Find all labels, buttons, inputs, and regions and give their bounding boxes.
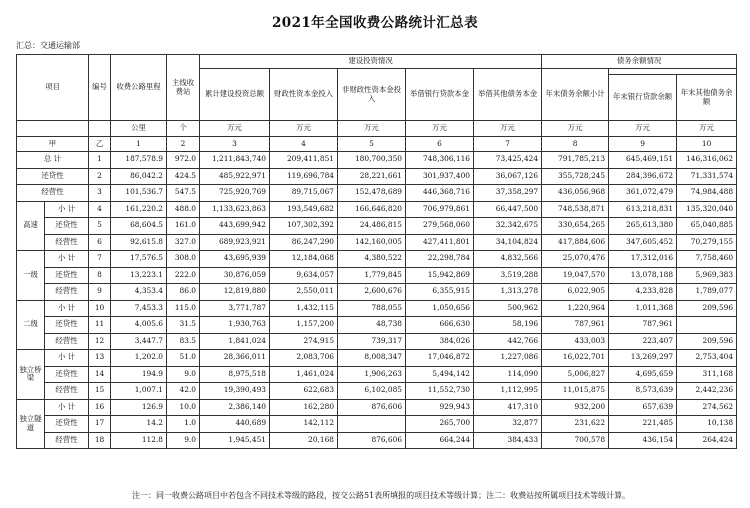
- value-cell: 13,078,188: [609, 267, 677, 284]
- value-cell: 4,832,566: [474, 251, 542, 268]
- value-cell: 13,269,297: [609, 350, 677, 367]
- value-cell: 308.0: [167, 251, 200, 268]
- value-cell: 28,221,661: [338, 168, 406, 185]
- numbering-cell: 甲: [17, 137, 89, 152]
- unit-cell: 万元: [677, 121, 737, 137]
- value-cell: 1,779,845: [338, 267, 406, 284]
- value-cell: 1,202.0: [111, 350, 167, 367]
- table-row: [17, 366, 737, 383]
- value-cell: 17,576.5: [111, 251, 167, 268]
- value-cell: 330,654,265: [542, 218, 609, 235]
- value-cell: 161.0: [167, 218, 200, 235]
- value-cell: 37,358,297: [474, 185, 542, 202]
- header-debt-group: 债务余额情况: [542, 55, 737, 69]
- value-cell: 488.0: [167, 201, 200, 218]
- numbering-cell: 7: [474, 137, 542, 152]
- value-cell: 223,407: [609, 333, 677, 350]
- value-cell: 5,494,142: [406, 366, 474, 383]
- numbering-cell: 2: [167, 137, 200, 152]
- header-bank: 举借银行贷款本金: [406, 69, 474, 121]
- row-code: 17: [89, 416, 111, 433]
- value-cell: 7,453.3: [111, 300, 167, 317]
- value-cell: 161,220.2: [111, 201, 167, 218]
- value-cell: 119,696,784: [270, 168, 338, 185]
- row-label: 经营性: [45, 432, 89, 449]
- value-cell: 361,072,479: [609, 185, 677, 202]
- row-code: 13: [89, 350, 111, 367]
- value-cell: 25,070,476: [542, 251, 609, 268]
- value-cell: 135,320,040: [677, 201, 737, 218]
- value-cell: 86.0: [167, 284, 200, 301]
- group-label-highway: 高速: [17, 201, 45, 251]
- value-cell: 48,738: [338, 317, 406, 334]
- table-row: [17, 251, 737, 268]
- header-debt-other: 年末其他债务余额: [677, 75, 737, 121]
- unit-cell: 公里: [111, 121, 167, 137]
- numbering-cell: 4: [270, 137, 338, 152]
- unit-cell: 万元: [338, 121, 406, 137]
- table-row: [17, 201, 737, 218]
- header-fiscal: 财政性资本金投入: [270, 69, 338, 121]
- header-nonfiscal: 非财政性资本金投入: [338, 69, 406, 121]
- row-label: 还贷性: [45, 317, 89, 334]
- row-label: 经营性: [45, 383, 89, 400]
- value-cell: 17,046,872: [406, 350, 474, 367]
- table-row: [17, 350, 737, 367]
- value-cell: 11,552,730: [406, 383, 474, 400]
- value-cell: 17,312,016: [609, 251, 677, 268]
- group-label-tunnel: 独立隧道: [17, 399, 45, 449]
- value-cell: 6,102,085: [338, 383, 406, 400]
- value-cell: 193,549,682: [270, 201, 338, 218]
- row-label: 小 计: [45, 399, 89, 416]
- value-cell: 443,699,942: [200, 218, 270, 235]
- value-cell: 311,168: [677, 366, 737, 383]
- table-row: [17, 432, 737, 449]
- value-cell: 8,975,518: [200, 366, 270, 383]
- value-cell: 876,606: [338, 432, 406, 449]
- row-label: 总 计: [17, 152, 89, 169]
- value-cell: 876,606: [338, 399, 406, 416]
- value-cell: 500,962: [474, 300, 542, 317]
- value-cell: 265,700: [406, 416, 474, 433]
- value-cell: 7,758,460: [677, 251, 737, 268]
- value-cell: 706,979,861: [406, 201, 474, 218]
- row-code: 6: [89, 234, 111, 251]
- value-cell: 92,615.8: [111, 234, 167, 251]
- header-other: 举借其他债务本金: [474, 69, 542, 121]
- value-cell: 725,920,769: [200, 185, 270, 202]
- value-cell: 86,247,290: [270, 234, 338, 251]
- header-mileage: 收费公路里程: [111, 55, 167, 121]
- value-cell: 791,785,213: [542, 152, 609, 169]
- value-cell: 65,040,885: [677, 218, 737, 235]
- value-cell: 427,411,801: [406, 234, 474, 251]
- value-cell: 24,486,815: [338, 218, 406, 235]
- table-row: [17, 168, 737, 185]
- numbering-cell: 1: [111, 137, 167, 152]
- unit-code-blank: [89, 121, 111, 137]
- value-cell: 689,923,921: [200, 234, 270, 251]
- value-cell: 86,042.2: [111, 168, 167, 185]
- value-cell: 1,461,024: [270, 366, 338, 383]
- value-cell: 30,876,059: [200, 267, 270, 284]
- value-cell: 209,596: [677, 333, 737, 350]
- value-cell: 11,015,875: [542, 383, 609, 400]
- value-cell: 1,906,263: [338, 366, 406, 383]
- value-cell: 1,432,115: [270, 300, 338, 317]
- value-cell: 4,005.6: [111, 317, 167, 334]
- value-cell: 664,244: [406, 432, 474, 449]
- value-cell: 222.0: [167, 267, 200, 284]
- value-cell: 22,298,784: [406, 251, 474, 268]
- row-code: 7: [89, 251, 111, 268]
- unit-cell: 万元: [542, 121, 609, 137]
- value-cell: 12,184,068: [270, 251, 338, 268]
- table-row: [17, 317, 737, 334]
- value-cell: 4,353.4: [111, 284, 167, 301]
- value-cell: 279,568,060: [406, 218, 474, 235]
- value-cell: 209,411,851: [270, 152, 338, 169]
- value-cell: 1,945,451: [200, 432, 270, 449]
- value-cell: 166,646,820: [338, 201, 406, 218]
- value-cell: 1,157,200: [270, 317, 338, 334]
- value-cell: 788,055: [338, 300, 406, 317]
- header-debt-bank: 年末银行贷款余额: [609, 75, 677, 121]
- value-cell: 424.5: [167, 168, 200, 185]
- value-cell: 787,961: [609, 317, 677, 334]
- value-cell: 265,613,380: [609, 218, 677, 235]
- group-label-class2: 二级: [17, 300, 45, 350]
- value-cell: 1,220,964: [542, 300, 609, 317]
- table-row: [17, 383, 737, 400]
- row-code: 5: [89, 218, 111, 235]
- row-label: 小 计: [45, 201, 89, 218]
- numbering-cell: 8: [542, 137, 609, 152]
- value-cell: 417,884,606: [542, 234, 609, 251]
- row-label: 小 计: [45, 350, 89, 367]
- value-cell: 152,478,689: [338, 185, 406, 202]
- value-cell: 417,310: [474, 399, 542, 416]
- row-label: 还贷性: [45, 366, 89, 383]
- table-row: [17, 300, 737, 317]
- value-cell: 209,596: [677, 300, 737, 317]
- value-cell: 13,223.1: [111, 267, 167, 284]
- value-cell: 66,447,500: [474, 201, 542, 218]
- table-row: [17, 152, 737, 169]
- value-cell: 34,104,824: [474, 234, 542, 251]
- value-cell: 485,922,971: [200, 168, 270, 185]
- value-cell: 4,380,522: [338, 251, 406, 268]
- value-cell: 1,227,086: [474, 350, 542, 367]
- row-code: 11: [89, 317, 111, 334]
- group-label-bridge: 独立桥梁: [17, 350, 45, 400]
- value-cell: 114,090: [474, 366, 542, 383]
- value-cell: 2,442,236: [677, 383, 737, 400]
- value-cell: 187,578.9: [111, 152, 167, 169]
- header-debt-total: 年末债务余额小计: [542, 69, 609, 121]
- report-title: 2021年全国收费公路统计汇总表: [272, 15, 478, 31]
- table-row: [17, 333, 737, 350]
- value-cell: 2,753,404: [677, 350, 737, 367]
- numbering-cell: 3: [200, 137, 270, 152]
- value-cell: 8,573,639: [609, 383, 677, 400]
- value-cell: 1,211,843,740: [200, 152, 270, 169]
- value-cell: 3,519,288: [474, 267, 542, 284]
- value-cell: 645,469,151: [609, 152, 677, 169]
- value-cell: 15,942,869: [406, 267, 474, 284]
- value-cell: 442,766: [474, 333, 542, 350]
- value-cell: 1,789,077: [677, 284, 737, 301]
- value-cell: 972.0: [167, 152, 200, 169]
- value-cell: 384,433: [474, 432, 542, 449]
- row-code: 12: [89, 333, 111, 350]
- value-cell: 274,915: [270, 333, 338, 350]
- value-cell: 142,112: [270, 416, 338, 433]
- value-cell: 10,138: [677, 416, 737, 433]
- value-cell: 28,366,011: [200, 350, 270, 367]
- value-cell: 1,133,623,863: [200, 201, 270, 218]
- value-cell: 12,819,880: [200, 284, 270, 301]
- row-label: 还贷性: [45, 267, 89, 284]
- row-code: 2: [89, 168, 111, 185]
- value-cell: 14.2: [111, 416, 167, 433]
- unit-cell: 万元: [200, 121, 270, 137]
- value-cell: 932,200: [542, 399, 609, 416]
- value-cell: 384,026: [406, 333, 474, 350]
- row-code: 18: [89, 432, 111, 449]
- header-total-invest: 累计建设投资总额: [200, 69, 270, 121]
- row-code: 15: [89, 383, 111, 400]
- group-label-class1: 一级: [17, 251, 45, 301]
- value-cell: 9,634,057: [270, 267, 338, 284]
- row-code: 3: [89, 185, 111, 202]
- value-cell: 3,447.7: [111, 333, 167, 350]
- value-cell: 2,083,706: [270, 350, 338, 367]
- row-label: 经营性: [45, 333, 89, 350]
- unit-item-blank: [17, 121, 89, 137]
- org-label: 汇总：交通运输部: [16, 41, 80, 50]
- table-row: [17, 416, 737, 433]
- value-cell: 4,695,659: [609, 366, 677, 383]
- summary-table: [16, 54, 737, 449]
- row-label: 经营性: [45, 234, 89, 251]
- value-cell: [338, 416, 406, 433]
- header-item: 项目: [17, 55, 89, 121]
- value-cell: 58,196: [474, 317, 542, 334]
- value-cell: 83.5: [167, 333, 200, 350]
- value-cell: 194.9: [111, 366, 167, 383]
- value-cell: 10.0: [167, 399, 200, 416]
- value-cell: 1.0: [167, 416, 200, 433]
- value-cell: 112.8: [111, 432, 167, 449]
- value-cell: 74,984,488: [677, 185, 737, 202]
- value-cell: 73,425,424: [474, 152, 542, 169]
- value-cell: 6,355,915: [406, 284, 474, 301]
- row-label: 经营性: [45, 284, 89, 301]
- unit-cell: 万元: [270, 121, 338, 137]
- value-cell: 748,306,116: [406, 152, 474, 169]
- value-cell: 1,112,995: [474, 383, 542, 400]
- row-label: 小 计: [45, 300, 89, 317]
- unit-cell: 万元: [406, 121, 474, 137]
- value-cell: 1,011,368: [609, 300, 677, 317]
- value-cell: 613,218,831: [609, 201, 677, 218]
- header-stations: 主线收费站: [167, 55, 200, 121]
- row-code: 1: [89, 152, 111, 169]
- value-cell: 1,050,656: [406, 300, 474, 317]
- table-row: [17, 218, 737, 235]
- value-cell: 89,715,067: [270, 185, 338, 202]
- value-cell: 347,605,452: [609, 234, 677, 251]
- value-cell: 68,604.5: [111, 218, 167, 235]
- table-row: [17, 284, 737, 301]
- value-cell: 3,771,787: [200, 300, 270, 317]
- value-cell: 1,930,763: [200, 317, 270, 334]
- value-cell: 142,160,005: [338, 234, 406, 251]
- table-row: [17, 185, 737, 202]
- row-label: 小 计: [45, 251, 89, 268]
- unit-cell: 个: [167, 121, 200, 137]
- value-cell: 51.0: [167, 350, 200, 367]
- value-cell: 126.9: [111, 399, 167, 416]
- value-cell: 6,022,905: [542, 284, 609, 301]
- value-cell: 43,695,939: [200, 251, 270, 268]
- value-cell: 71,331,574: [677, 168, 737, 185]
- value-cell: 2,600,676: [338, 284, 406, 301]
- value-cell: 32,877: [474, 416, 542, 433]
- value-cell: 4,233,828: [609, 284, 677, 301]
- row-label: 经营性: [17, 185, 89, 202]
- row-code: 14: [89, 366, 111, 383]
- value-cell: 929,943: [406, 399, 474, 416]
- row-label: 还贷性: [45, 218, 89, 235]
- value-cell: 284,396,672: [609, 168, 677, 185]
- value-cell: 36,067,126: [474, 168, 542, 185]
- value-cell: 5,006,827: [542, 366, 609, 383]
- value-cell: 2,550,011: [270, 284, 338, 301]
- value-cell: 180,700,350: [338, 152, 406, 169]
- numbering-cell: 5: [338, 137, 406, 152]
- value-cell: 31.5: [167, 317, 200, 334]
- value-cell: 700,578: [542, 432, 609, 449]
- value-cell: 221,485: [609, 416, 677, 433]
- table-row: [17, 399, 737, 416]
- value-cell: 162,280: [270, 399, 338, 416]
- value-cell: 327.0: [167, 234, 200, 251]
- value-cell: 5,969,383: [677, 267, 737, 284]
- value-cell: 274,562: [677, 399, 737, 416]
- value-cell: 446,368,716: [406, 185, 474, 202]
- unit-cell: 万元: [474, 121, 542, 137]
- value-cell: 19,047,570: [542, 267, 609, 284]
- row-code: 9: [89, 284, 111, 301]
- value-cell: 70,279,155: [677, 234, 737, 251]
- header-code: 编号: [89, 55, 111, 121]
- value-cell: 101,536.7: [111, 185, 167, 202]
- value-cell: 547.5: [167, 185, 200, 202]
- value-cell: 1,313,278: [474, 284, 542, 301]
- value-cell: 16,022,701: [542, 350, 609, 367]
- value-cell: 264,424: [677, 432, 737, 449]
- value-cell: 32,342,675: [474, 218, 542, 235]
- table-row: [17, 234, 737, 251]
- value-cell: 622,683: [270, 383, 338, 400]
- value-cell: 355,728,245: [542, 168, 609, 185]
- value-cell: 20,168: [270, 432, 338, 449]
- value-cell: 9.0: [167, 432, 200, 449]
- value-cell: 9.0: [167, 366, 200, 383]
- row-label: 还贷性: [45, 416, 89, 433]
- row-code: 10: [89, 300, 111, 317]
- value-cell: 19,390,493: [200, 383, 270, 400]
- value-cell: 787,961: [542, 317, 609, 334]
- row-code: 4: [89, 201, 111, 218]
- numbering-cell: 9: [609, 137, 677, 152]
- value-cell: 107,302,392: [270, 218, 338, 235]
- value-cell: 657,639: [609, 399, 677, 416]
- header-invest-group: 建设投资情况: [200, 55, 542, 69]
- value-cell: 146,316,062: [677, 152, 737, 169]
- value-cell: 666,630: [406, 317, 474, 334]
- value-cell: 440,689: [200, 416, 270, 433]
- value-cell: 301,937,400: [406, 168, 474, 185]
- numbering-cell: 10: [677, 137, 737, 152]
- table-row: [17, 267, 737, 284]
- value-cell: 1,841,024: [200, 333, 270, 350]
- value-cell: 115.0: [167, 300, 200, 317]
- numbering-cell: 6: [406, 137, 474, 152]
- value-cell: 436,154: [609, 432, 677, 449]
- value-cell: 231,622: [542, 416, 609, 433]
- value-cell: 748,538,871: [542, 201, 609, 218]
- numbering-cell: 乙: [89, 137, 111, 152]
- value-cell: 2,386,140: [200, 399, 270, 416]
- unit-cell: 万元: [609, 121, 677, 137]
- row-code: 8: [89, 267, 111, 284]
- value-cell: 433,003: [542, 333, 609, 350]
- row-code: 16: [89, 399, 111, 416]
- value-cell: 1,007.1: [111, 383, 167, 400]
- value-cell: 739,317: [338, 333, 406, 350]
- value-cell: 8,008,347: [338, 350, 406, 367]
- row-label: 还贷性: [17, 168, 89, 185]
- value-cell: 42.0: [167, 383, 200, 400]
- value-cell: [677, 317, 737, 334]
- value-cell: 436,056,968: [542, 185, 609, 202]
- footnote: 注一：同一收费公路项目中若包含不同技术等级的路段，按交公路51表所填报的项目技术等级计算；注二：收费站按所属项目技术等级计算。: [132, 491, 631, 500]
